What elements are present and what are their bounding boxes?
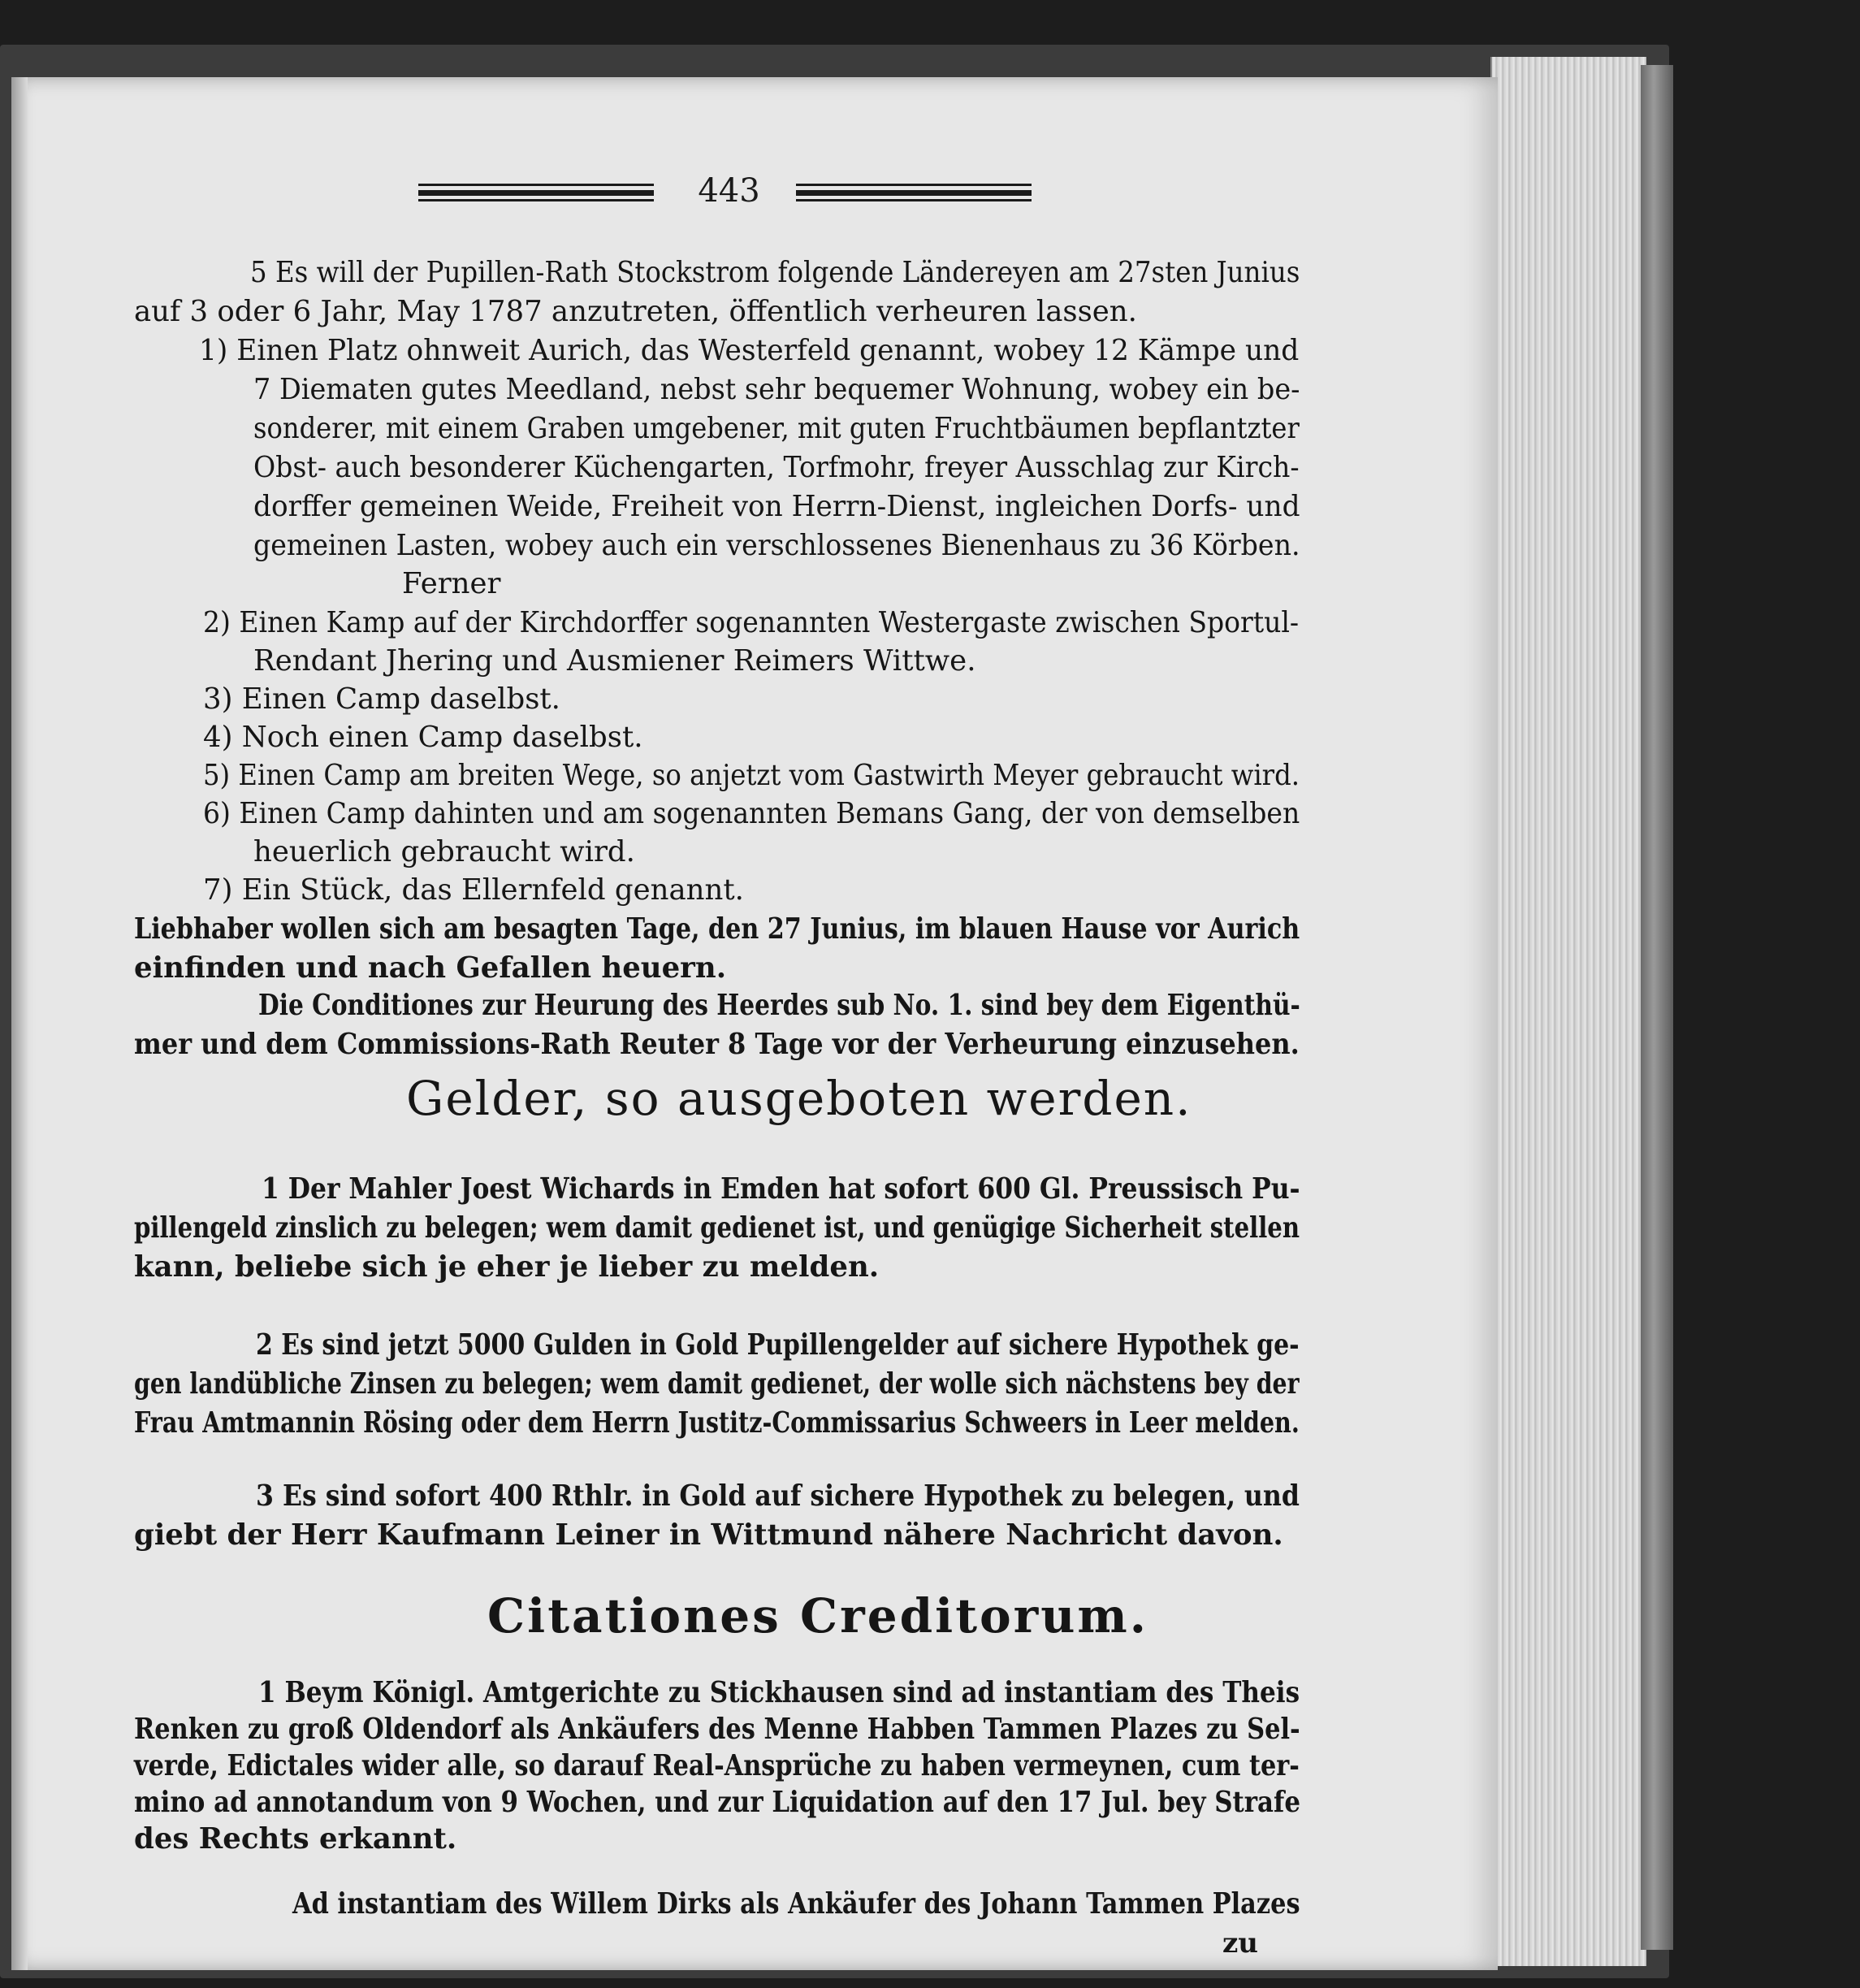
text-line: kann, beliebe sich je eher je lieber zu melden.	[134, 1250, 880, 1284]
list-item-continued: gemeinen Lasten, wobey auch ein verschlossenes Bienenhaus zu 36 Körben.	[253, 529, 1300, 562]
text-line: pillengeld zinslich zu belegen; wem damit gedienet ist, und genügige Sicherheit stellen	[134, 1211, 1300, 1245]
list-item: 6) Einen Camp dahinten und am sogenannten Bemans Gang, der von demselben	[203, 797, 1300, 830]
text-line: gen landübliche Zinsen zu belegen; wem damit gedienet, der wolle sich nächstens bey der	[134, 1367, 1300, 1401]
text-line: Ad instantiam des Willem Dirks als Ankäufer des Johann Tammen Plazes	[292, 1887, 1300, 1921]
list-item-continued: 7 Diematen gutes Meedland, nebst sehr bequemer Wohnung, wobey ein be-	[253, 373, 1300, 406]
text-line: mer und dem Commissions-Rath Reuter 8 Tage vor der Verheurung einzusehen.	[134, 1028, 1300, 1061]
list-item: 4) Noch einen Camp daselbst.	[203, 721, 643, 754]
header-rule-left	[418, 184, 654, 203]
list-item-continued: heuerlich gebraucht wird.	[253, 835, 635, 868]
text-line: Renken zu groß Oldendorf als Ankäufers des Menne Habben Tammen Plazes zu Sel-	[134, 1713, 1300, 1746]
text-line: giebt der Herr Kaufmann Leiner in Wittmund nähere Nachricht davon.	[134, 1518, 1283, 1552]
page-gutter	[11, 77, 28, 1970]
section-heading-citationes: Citationes Creditorum.	[487, 1588, 1148, 1644]
list-item: 1) Einen Platz ohnweit Aurich, das Westerfeld genannt, wobey 12 Kämpe und	[199, 334, 1300, 367]
list-item: 5) Einen Camp am breiten Wege, so anjetzt vom Gastwirth Meyer gebraucht wird.	[203, 759, 1300, 792]
list-item: 3) Einen Camp daselbst.	[203, 682, 560, 716]
page-number: 443	[698, 172, 760, 210]
catchword: zu	[1222, 1927, 1259, 1960]
text-line: 3 Es sind sofort 400 Rthlr. in Gold auf sichere Hypothek zu belegen, und	[256, 1479, 1300, 1513]
section-heading-gelder: Gelder, so ausgeboten werden.	[406, 1071, 1192, 1126]
text-line: verde, Edictales wider alle, so darauf Real-Ansprüche zu haben vermeynen, cum ter-	[134, 1749, 1300, 1782]
text-line: Die Conditiones zur Heurung des Heerdes sub No. 1. sind bey dem Eigenthü-	[258, 989, 1300, 1022]
book-spine	[1641, 65, 1673, 1950]
list-item: 7) Ein Stück, das Ellernfeld genannt.	[203, 873, 744, 907]
text-line: Liebhaber wollen sich am besagten Tage, den 27 Junius, im blauen Hause vor Aurich	[134, 912, 1300, 946]
header-rule-right	[796, 184, 1032, 203]
text-line: 5 Es will der Pupillen-Rath Stockstrom folgende Ländereyen am 27sten Junius	[250, 256, 1300, 289]
text-line: 2 Es sind jetzt 5000 Gulden in Gold Pupillengelder auf sichere Hypothek ge-	[256, 1328, 1300, 1362]
list-label-ferner: Ferner	[402, 567, 501, 600]
text-line: auf 3 oder 6 Jahr, May 1787 anzutreten, öffentlich verheuren lassen.	[134, 295, 1137, 328]
list-item-continued: Obst- auch besonderer Küchengarten, Torfmohr, freyer Ausschlag zur Kirch-	[253, 451, 1300, 484]
text-line: Frau Amtmannin Rösing oder dem Herrn Justitz-Commissarius Schweers in Leer melden.	[134, 1406, 1300, 1440]
list-item-continued: Rendant Jhering und Ausmiener Reimers Wittwe.	[253, 644, 976, 678]
text-line: des Rechts erkannt.	[134, 1822, 457, 1856]
page-header	[418, 171, 1036, 219]
list-item-continued: sonderer, mit einem Graben umgebener, mit guten Fruchtbäumen bepflantzter	[253, 412, 1300, 445]
list-item-continued: dorffer gemeinen Weide, Freiheit von Herrn-Dienst, ingleichen Dorfs- und	[253, 490, 1300, 523]
text-line: 1 Der Mahler Joest Wichards in Emden hat sofort 600 Gl. Preussisch Pu-	[262, 1172, 1300, 1206]
page-edges	[1490, 57, 1646, 1966]
list-item: 2) Einen Kamp auf der Kirchdorffer sogenannten Westergaste zwischen Sportul-	[203, 606, 1300, 639]
text-line: 1 Beym Königl. Amtgerichte zu Stickhausen sind ad instantiam des Theis	[258, 1676, 1300, 1709]
text-line: mino ad annotandum von 9 Wochen, und zur Liquidation auf den 17 Jul. bey Strafe	[134, 1786, 1300, 1819]
text-line: einfinden und nach Gefallen heuern.	[134, 951, 727, 985]
